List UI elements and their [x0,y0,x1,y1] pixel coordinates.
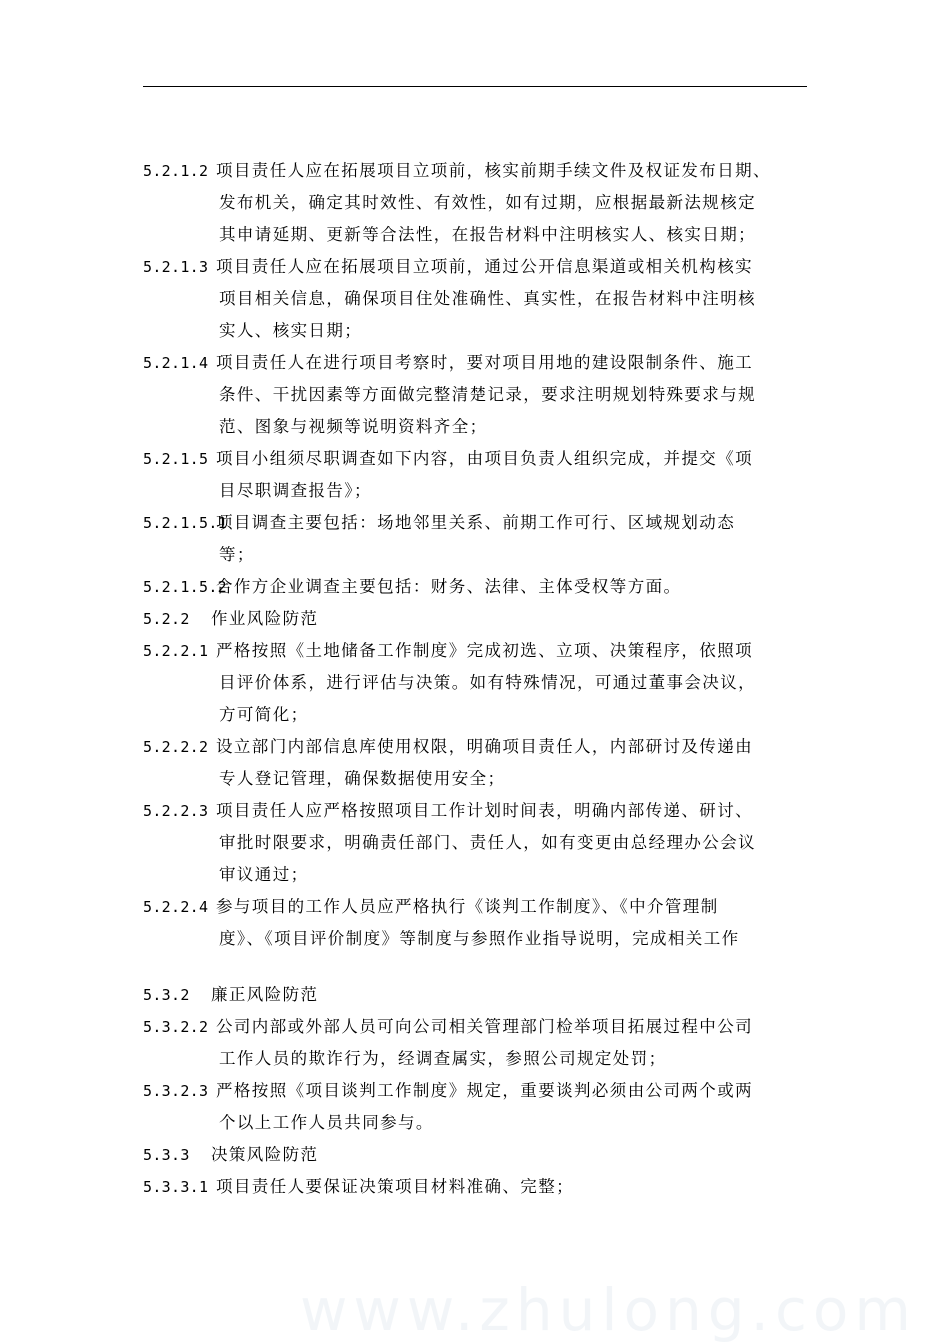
clause-text [216,795,809,891]
text-line: 实人、核实日期； [219,321,363,340]
clause-text [216,507,809,571]
text-line: 个以上工作人员共同参与。 [219,1113,434,1132]
clause-item [143,795,809,891]
text-line: 目尽职调查报告》； [219,481,372,500]
text-line: 审议通过； [219,865,309,884]
clause-item [143,251,809,347]
clause-item [143,1171,809,1203]
clause-text [216,1171,809,1203]
text-line: 项目责任人应在拓展项目立项前，通过公开信息渠道或相关机构核实 [216,257,753,276]
text-line: 发布机关，确定其时效性、有效性，如有过期，应根据最新法规核定 [219,193,756,212]
clause-number: 5.2.1.5 [143,450,209,468]
header-rule [143,86,807,87]
section-title [211,979,809,1011]
clause-item [143,507,809,571]
section-heading [143,603,809,635]
text-line: 项目小组须尽职调查如下内容，由项目负责人组织完成，并提交《项 [216,449,753,468]
watermark: www.zhulong.com [300,1276,917,1344]
clause-number: 5.2.2.3 [143,802,209,820]
clause-number: 5.2.2 [143,610,190,628]
clause-number: 5.2.2.1 [143,642,209,660]
text-line: 度》、《项目评价制度》等制度与参照作业指导说明，完成相关工作 [219,929,740,948]
text-line: 目评价体系，进行评估与决策。如有特殊情况，可通过董事会决议， [219,673,756,692]
text-line: 决策风险防范 [211,1145,319,1164]
clause-number: 5.2.1.4 [143,354,209,372]
clause-number: 5.3.3.1 [143,1178,209,1196]
clause-item [143,571,809,603]
text-line: 项目责任人在进行项目考察时，要对项目用地的建设限制条件、施工 [216,353,753,372]
text-line: 等； [219,545,255,564]
text-line: 公司内部或外部人员可向公司相关管理部门检举项目拓展过程中公司 [216,1017,753,1036]
clause-text [216,1011,809,1075]
clause-item [143,635,809,731]
text-line: 项目责任人要保证决策项目材料准确、完整； [216,1177,574,1196]
section-title [211,1139,809,1171]
text-line: 参与项目的工作人员应严格执行《谈判工作制度》、《中介管理制 [216,897,719,916]
clause-text [216,1075,809,1139]
text-line: 工作人员的欺诈行为，经调查属实，参照公司规定处罚； [219,1049,667,1068]
document-body [143,155,809,1203]
clause-number: 5.3.2 [143,986,190,1004]
clause-number: 5.2.1.5.1 [143,514,227,532]
clause-item [143,731,809,795]
clause-number: 5.2.1.5.2 [143,578,227,596]
text-line: 项目责任人应在拓展项目立项前，核实前期手续文件及权证发布日期、 [216,161,771,180]
clause-text [216,347,809,443]
text-line: 严格按照《项目谈判工作制度》规定，重要谈判必须由公司两个或两 [216,1081,753,1100]
text-line: 设立部门内部信息库使用权限，明确项目责任人，内部研讨及传递由 [216,737,753,756]
text-line: 严格按照《土地储备工作制度》完成初选、立项、决策程序，依照项 [216,641,753,660]
clause-text [216,635,809,731]
text-line: 专人登记管理，确保数据使用安全； [219,769,506,788]
clause-number: 5.2.1.2 [143,162,209,180]
text-line: 廉正风险防范 [211,985,319,1004]
clause-number: 5.3.2.2 [143,1018,209,1036]
section-heading [143,979,809,1011]
clause-number: 5.2.2.4 [143,898,209,916]
clause-item [143,155,809,251]
text-line: 其申请延期、更新等合法性，在报告材料中注明核实人、核实日期； [219,225,756,244]
text-line: 项目相关信息，确保项目住处准确性、真实性，在报告材料中注明核 [219,289,756,308]
clause-item [143,347,809,443]
clause-text [216,891,809,955]
clause-number: 5.2.2.2 [143,738,209,756]
text-line: 合作方企业调查主要包括：财务、法律、主体受权等方面。 [216,577,682,596]
text-line: 范、图象与视频等说明资料齐全； [219,417,488,436]
text-line: 作业风险防范 [211,609,319,628]
section-title [211,603,809,635]
clause-item [143,443,809,507]
clause-text [216,571,809,603]
text-line: 审批时限要求，明确责任部门、责任人，如有变更由总经理办公会议 [219,833,756,852]
clause-item [143,891,809,955]
clause-item [143,1011,809,1075]
text-line: 方可简化； [219,705,309,724]
clause-text [216,443,809,507]
text-line: 项目责任人应严格按照项目工作计划时间表，明确内部传递、研讨、 [216,801,753,820]
section-heading [143,1139,809,1171]
clause-number: 5.3.2.3 [143,1082,209,1100]
text-line: 项目调查主要包括：场地邻里关系、前期工作可行、区域规划动态 [216,513,736,532]
clause-number: 5.3.3 [143,1146,190,1164]
section-gap [143,955,809,979]
clause-item [143,1075,809,1139]
clause-text [216,155,809,251]
clause-number: 5.2.1.3 [143,258,209,276]
text-line: 条件、干扰因素等方面做完整清楚记录，要求注明规划特殊要求与规 [219,385,756,404]
clause-text [216,731,809,795]
clause-text [216,251,809,347]
